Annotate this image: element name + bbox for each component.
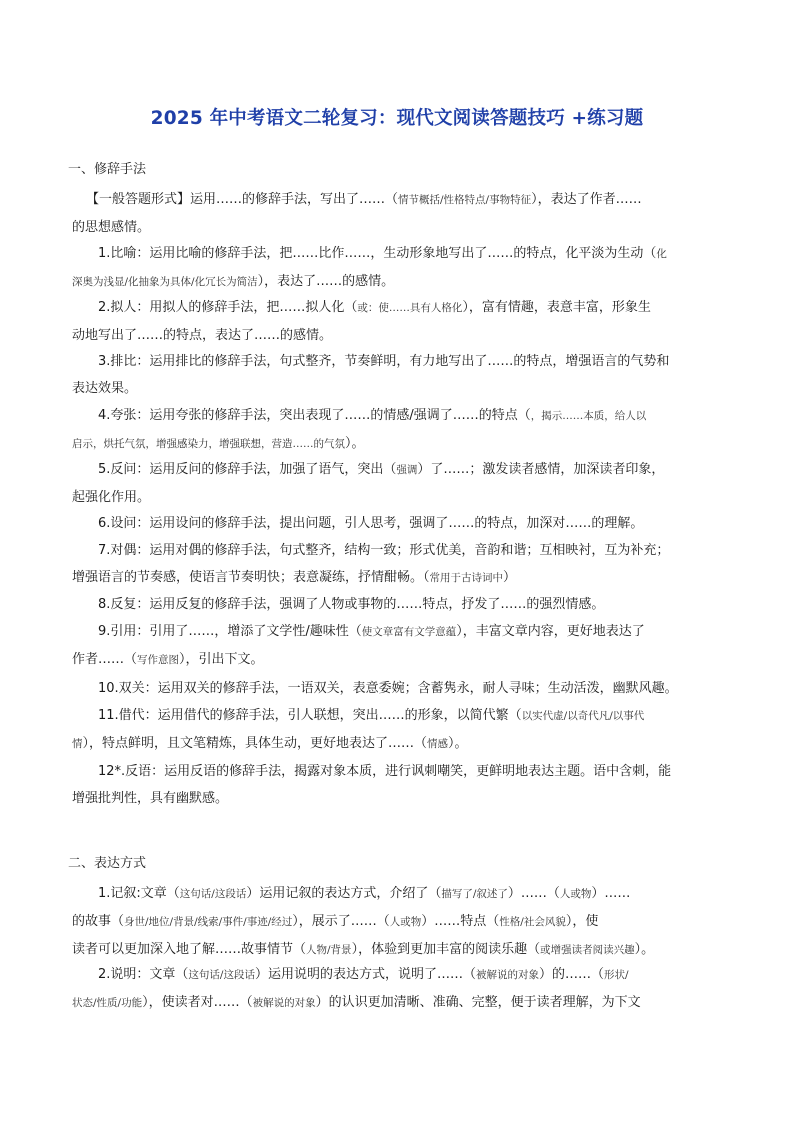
rhetoric-item-irony: 12*.反语：运用反语的修辞手法，揭露对象本质，进行讽刺嘲笑，更鲜明地表达主题。语中含刺，能 增强批判性，具有幽默感。 (72, 764, 672, 806)
expression-item-exposition: 2.说明：文章（这句话/这段话）运用说明的表达方式，说明了……（被解说的对象）的……（形状/ 状态/性质/功能），使读者对……（被解说的对象）的认识更加清晰、准确、完整，便于读者理解，为下文 (72, 967, 641, 1010)
rhetoric-item-antithesis: 7.对偶：运用对偶的修辞手法，句式整齐，结构一致；形式优美，音韵和谐；互相映衬，互为补充； 增强语言的节奏感，使语言节奏明快；表意凝练，抒情酣畅。（常用于古诗词中） (72, 543, 670, 585)
section-heading-expression: 二、表达方式 (68, 856, 147, 871)
rhetoric-item-metaphor: 1.比喻：运用比喻的修辞手法，把……比作……，生动形象地写出了……的特点，化平淡为生动（化 深奥为浅显/化抽象为具体/化冗长为简洁），表达了……的感情。 (72, 246, 667, 289)
rhetoric-item-personification: 2.拟人：用拟人的修辞手法，把……拟人化（或：使……具有人格化），富有情趣，表意丰富，形象生 动地写出了……的特点，表达了……的感情。 (72, 300, 651, 343)
rhetoric-item-rhetorical-question: 5.反问：运用反问的修辞手法，加强了语气，突出（强调）了……；激发读者感情，加深读者印象， 起强化作用。 (72, 462, 665, 505)
rhetoric-item-hypophora: 6.设问：运用设问的修辞手法，提出问题，引人思考，强调了……的特点，加深对……的理解。 (98, 516, 644, 531)
rhetoric-item-hyperbole: 4.夸张：运用夸张的修辞手法，突出表现了……的情感/强调了……的特点（，揭示……本质，给人以 启示，烘托气氛，增强感染力，增强联想，营造……的气氛）。 (72, 408, 647, 451)
rhetoric-item-metonymy: 11.借代：运用借代的修辞手法，引人联想，突出……的形象，以简代繁（以实代虚/以奇代凡/以事代 情），特点鲜明，且文笔精炼，具体生动，更好地表达了……（情感）。 (72, 708, 645, 751)
general-answer-form: 【一般答题形式】运用……的修辞手法，写出了……（情节概括/性格特点/事物特征），表达了作者…… 的思想感情。 (72, 192, 642, 235)
section-heading-rhetoric: 一、修辞手法 (68, 162, 147, 177)
rhetoric-item-pun: 10.双关：运用双关的修辞手法，一语双关，表意委婉；含蓄隽永，耐人寻味；生动活泼，幽默风趣。 (98, 681, 678, 696)
expression-item-narration: 1.记叙:文章（这句话/这段话）运用记叙的表达方式，介绍了（描写了/叙述了）……（人或物）…… 的故事（身世/地位/背景/线索/事件/事迹/经过），展示了……（人或物）……特点（性格/社会风貌），使 读者可以更加深入地了解……故事情节（人物/背景），体验到更加丰富的阅读乐趣（或增强读者阅读兴趣）。 (72, 886, 655, 957)
rhetoric-item-parallelism: 3.排比：运用排比的修辞手法，句式整齐，节奏鲜明，有力地写出了……的特点，增强语言的气势和 表达效果。 (72, 354, 670, 396)
document-title: 2025 年中考语文二轮复习：现代文阅读答题技巧 +练习题 (150, 108, 644, 129)
rhetoric-item-repetition: 8.反复：运用反复的修辞手法，强调了人物或事物的……特点，抒发了……的强烈情感。 (98, 597, 605, 612)
rhetoric-item-quotation: 9.引用：引用了……，增添了文学性/趣味性（使文章富有文学意蕴），丰富文章内容，更好地表达了 作者……（写作意图），引出下文。 (72, 624, 645, 667)
